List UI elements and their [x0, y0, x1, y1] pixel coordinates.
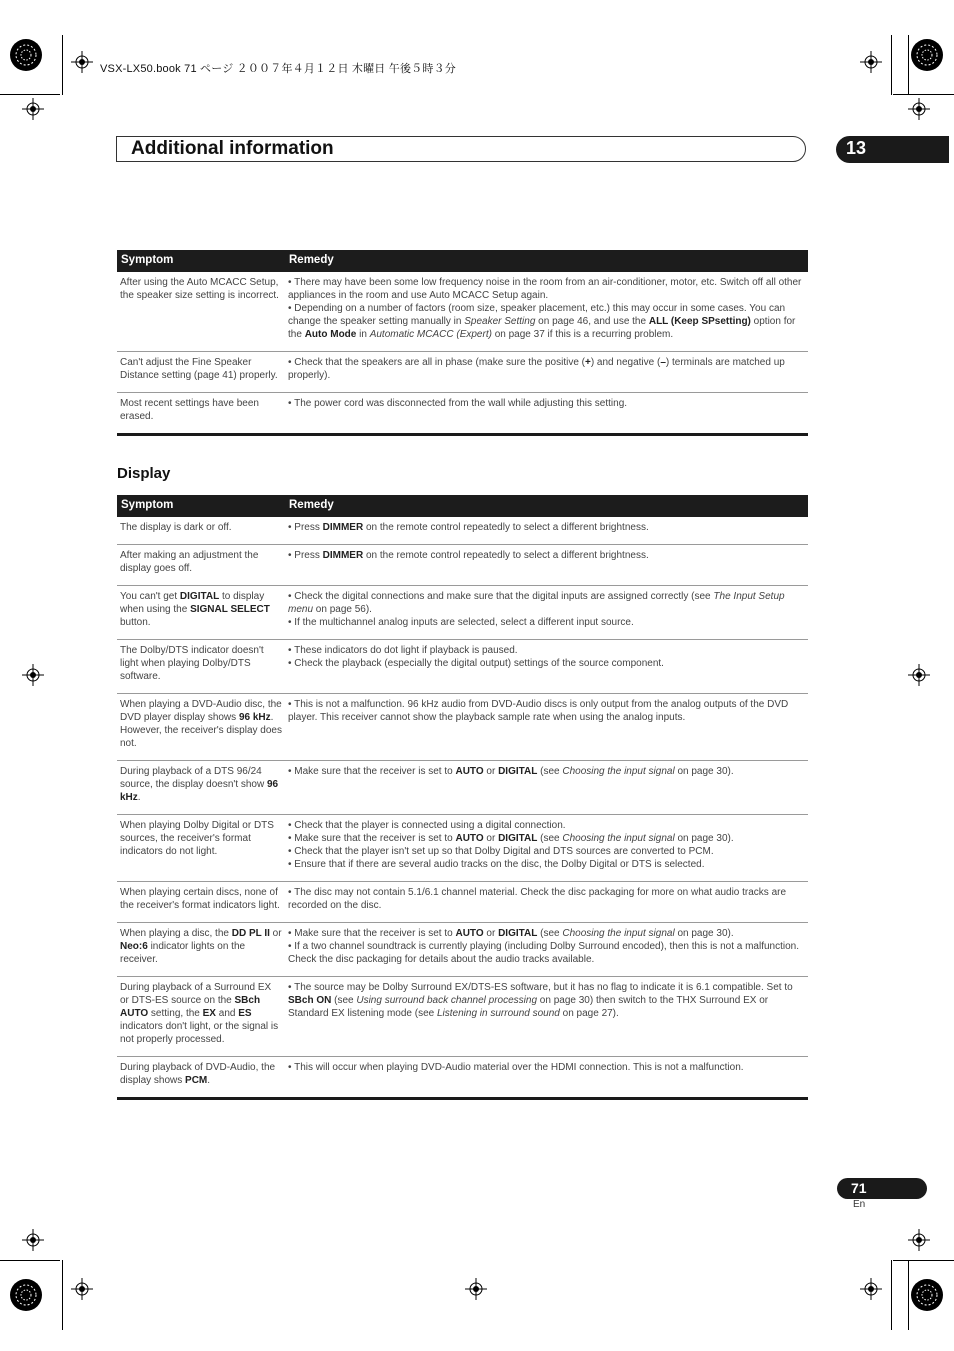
table-row [117, 923, 808, 977]
remedy-cell: • Check the digital connections and make sure that the digital inputs are assigned correctly (see The Input Setup menu on page 56). • If the multichannel analog inputs are selected, select a different input source. [285, 586, 808, 640]
symptom-cell: During playback of a Surround EX or DTS-ES source on the SBch AUTO setting, the EX and ES indicators don't light, or the signal is not properly processed. [117, 977, 285, 1057]
page-number: 71 [851, 1180, 867, 1196]
symptom-cell: When playing certain discs, none of the receiver's format indicators light. [117, 882, 285, 923]
remedy-cell: • Press DIMMER on the remote control repeatedly to select a different brightness. [285, 545, 808, 586]
table-row [117, 640, 808, 694]
table-row [117, 977, 808, 1057]
remedy-cell: • This will occur when playing DVD-Audio material over the HDMI connection. This is not a malfunction. [285, 1057, 808, 1099]
symptom-cell: The display is dark or off. [117, 517, 285, 545]
remedy-cell: • Check that the speakers are all in phase (make sure the positive (+) and negative (–) terminals are matched up properly). [285, 352, 808, 393]
section-heading-display: Display [117, 465, 171, 482]
table-row [117, 272, 808, 352]
symptom-cell: During playback of a DTS 96/24 source, the display doesn't show 96 kHz. [117, 761, 285, 815]
troubleshooting-table-setup [117, 250, 808, 436]
table-row [117, 586, 808, 640]
table-row [117, 815, 808, 882]
table-row [117, 352, 808, 393]
remedy-cell: • There may have been some low frequency noise in the room from an air-conditioner, motor, etc. Switch off all other appliances in the room and use Auto MCACC Setup again. • Depending on a number of factors (room size, speaker placement, etc.) this may occur in some cases. You can change the speaker setting manually in Speaker Setting on page 46, and use the ALL (Keep SPsetting) option for the Auto Mode in Automatic MCACC (Expert) on page 37 if this is a recurring problem. [285, 272, 808, 352]
remedy-cell: • The source may be Dolby Surround EX/DTS-ES software, but it has no flag to indicate it is 6.1 compatible. Set to SBch ON (see Using surround back channel processing on page 30) then switch to the THX Surround EX or Standard EX listening mode (see Listening in surround sound on page 27). [285, 977, 808, 1057]
symptom-column-header: Symptom [117, 495, 285, 517]
symptom-cell: After using the Auto MCACC Setup, the speaker size setting is incorrect. [117, 272, 285, 352]
remedy-cell: • The disc may not contain 5.1/6.1 channel material. Check the disc packaging for more on what audio tracks are recorded on the disc. [285, 882, 808, 923]
table-header-row [117, 250, 808, 272]
remedy-cell: • Press DIMMER on the remote control repeatedly to select a different brightness. [285, 517, 808, 545]
remedy-cell: • These indicators do dot light if playback is paused. • Check the playback (especially the digital output) settings of the source component. [285, 640, 808, 694]
table-row [117, 1057, 808, 1099]
table-row [117, 694, 808, 761]
book-info: VSX-LX50.book 71 ページ ２００７年４月１２日 木曜日 午後５時３分 [100, 63, 456, 75]
table-row [117, 882, 808, 923]
table-row [117, 517, 808, 545]
table-row [117, 761, 808, 815]
symptom-cell: During playback of DVD-Audio, the display shows PCM. [117, 1057, 285, 1099]
remedy-cell: • This is not a malfunction. 96 kHz audio from DVD-Audio discs is only output from the analog outputs of the DVD player. This receiver cannot show the playback sample rate when using the analog inputs. [285, 694, 808, 761]
remedy-column-header: Remedy [285, 495, 808, 517]
symptom-cell: The Dolby/DTS indicator doesn't light when playing Dolby/DTS software. [117, 640, 285, 694]
symptom-cell: Can't adjust the Fine Speaker Distance setting (page 41) properly. [117, 352, 285, 393]
table-row [117, 545, 808, 586]
chapter-tab [836, 136, 949, 163]
remedy-cell: • Make sure that the receiver is set to AUTO or DIGITAL (see Choosing the input signal on page 30). [285, 761, 808, 815]
page-number-tab [837, 1178, 927, 1199]
remedy-cell: • Check that the player is connected using a digital connection. • Make sure that the receiver is set to AUTO or DIGITAL (see Choosing the input signal on page 30). • Check that the player isn't set up so that Dolby Digital and DTS sources are converted to PCM. • Ensure that if there are several audio tracks on the disc, the Dolby Digital or DTS is selected. [285, 815, 808, 882]
symptom-cell: When playing a disc, the DD PL II or Neo:6 indicator lights on the receiver. [117, 923, 285, 977]
chapter-number: 13 [846, 138, 867, 158]
page-title: Additional information [131, 138, 334, 159]
symptom-cell: After making an adjustment the display goes off. [117, 545, 285, 586]
troubleshooting-table-display [117, 495, 808, 1100]
symptom-cell: When playing a DVD-Audio disc, the DVD player display shows 96 kHz. However, the receiver's display does not. [117, 694, 285, 761]
symptom-column-header: Symptom [117, 250, 285, 272]
remedy-cell: • The power cord was disconnected from the wall while adjusting this setting. [285, 393, 808, 435]
table-header-row [117, 495, 808, 517]
table-row [117, 393, 808, 435]
remedy-column-header: Remedy [285, 250, 808, 272]
remedy-cell: • Make sure that the receiver is set to AUTO or DIGITAL (see Choosing the input signal on page 30). • If a two channel soundtrack is currently playing (including Dolby Surround encoded), then this is not a malfunction. Check the disc packaging for details about the audio tracks available. [285, 923, 808, 977]
language-code: En [853, 1199, 866, 1210]
symptom-cell: Most recent settings have been erased. [117, 393, 285, 435]
symptom-cell: When playing Dolby Digital or DTS sources, the receiver's format indicators do not light. [117, 815, 285, 882]
symptom-cell: You can't get DIGITAL to display when using the SIGNAL SELECT button. [117, 586, 285, 640]
chapter-header [116, 136, 806, 162]
